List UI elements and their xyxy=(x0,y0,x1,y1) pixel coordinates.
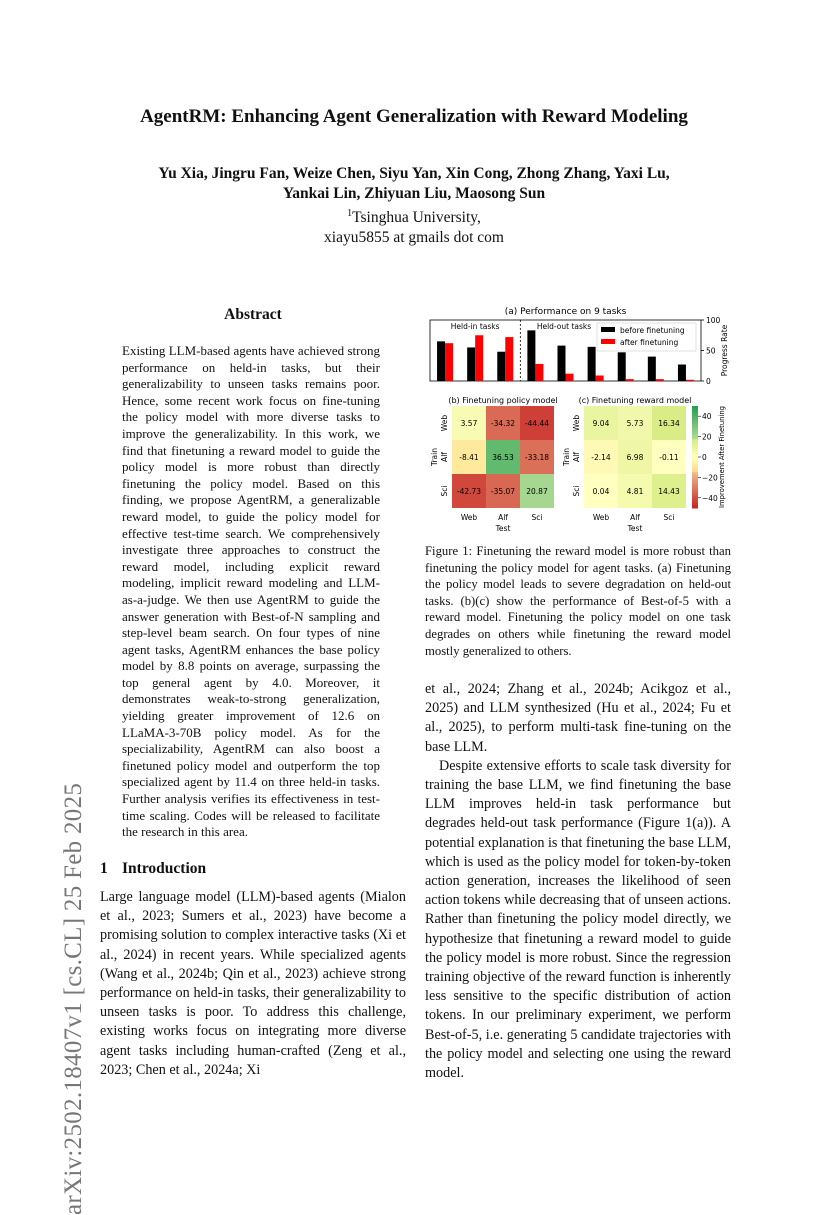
bar-before-task-4 xyxy=(527,330,535,381)
author-list xyxy=(100,164,728,204)
bar-before-task-5 xyxy=(558,346,566,381)
intro-paragraph-1: Large language model (LLM)-based agents (Mialon et al., 2023; Sumers et al., 2023) have become a promising solution to complex interactive tasks (Xi et al., 2024) in recent years. While specialized agents (Wang et al., 2024b; Qin et al., 2023) achieve strong performance on held-in tasks, their generalizability to unseen tasks is poor. To address this challenge, existing works focus on integrating more diverse agent tasks including human-crafted (Zeng et al., 2023; Chen et al., 2024a; Xi xyxy=(100,889,406,1078)
heatmap-c-xtick-label: Web xyxy=(592,513,610,522)
heatmap-b-cell-value: -42.73 xyxy=(456,487,482,496)
heatmap-b-cell-value: -44.44 xyxy=(524,419,550,428)
chart-a-title: (a) Performance on 9 tasks xyxy=(504,307,627,317)
figure-1-chart xyxy=(418,300,738,535)
heatmap-c-ytick-label: Sci xyxy=(572,485,581,497)
group-label-held-in: Held-in tasks xyxy=(450,322,500,331)
bar-before-task-6 xyxy=(588,347,596,381)
heatmap-c-title: (c) Finetuning reward model xyxy=(578,396,692,405)
heatmap-b-xtick-label: Web xyxy=(460,513,478,522)
heatmap-b-title: (b) Finetuning policy model xyxy=(448,396,558,405)
intro-paragraph-2: Despite extensive efforts to scale task diversity for training the base LLM, we find finetuning the base LLM improves held-in task performance but degrades held-out task performance (Figure 1(a)). A potential explanation is that finetuning the base LLM, which is used as the policy model for token-by-token action generation, increases the likelihood of seen action tokens while decreasing that of unseen actions. Rather than finetuning the policy model directly, we hypothesize that finetuning a reward model to guide the policy model is more robust. Since the regression training objective of the reward function is inherently less sensitive to the specific distribution of action tokens. In our preliminary experiment, we perform Best-of-5, i.e. generating 5 candidate trajectories with the policy model and selecting one using the reward model. xyxy=(425,757,731,1082)
bar-before-task-2 xyxy=(467,347,475,381)
colorbar-segment xyxy=(692,505,698,508)
heatmap-c-cell-value: 4.81 xyxy=(626,487,644,496)
bar-before-task-8 xyxy=(648,357,656,381)
authors-line-2: Yankai Lin, Zhiyuan Liu, Maosong Sun xyxy=(282,185,546,202)
bar-before-task-3 xyxy=(497,352,505,381)
bar-before-task-1 xyxy=(437,341,445,381)
group-label-held-out: Held-out tasks xyxy=(536,322,592,331)
colorbar-tick-label: 40 xyxy=(702,412,712,422)
colorbar-tick-label: 20 xyxy=(702,432,712,442)
bar-after-task-9 xyxy=(686,380,694,381)
bar-after-task-4 xyxy=(535,364,543,381)
heatmap-c-xtick-label: Sci xyxy=(663,513,675,522)
legend-label-before: before finetuning xyxy=(620,326,685,335)
heatmap-b-xlabel: Test xyxy=(495,524,511,533)
heatmap-b-ytick-label: Alf xyxy=(440,452,449,462)
arxiv-identifier: arXiv:2502.18407v1 [cs.CL] 25 Feb 2025 xyxy=(60,782,87,1215)
heatmap-c-cell-value: -2.14 xyxy=(591,453,611,462)
bar-after-task-2 xyxy=(475,335,483,381)
heatmap-c-ylabel: Train xyxy=(562,448,571,466)
heatmap-c-cell-value: 6.98 xyxy=(626,453,644,462)
heatmap-b-cell-value: -34.32 xyxy=(490,419,516,428)
figure-1 xyxy=(418,300,738,535)
heatmap-c-ytick-label: Web xyxy=(572,414,581,432)
bar-after-task-7 xyxy=(626,379,634,381)
heatmap-c-cell-value: 0.04 xyxy=(592,487,610,496)
arxiv-sidebar xyxy=(20,360,87,1215)
heatmap-b-ytick-label: Sci xyxy=(440,485,449,497)
heatmap-b-cell-value: -33.18 xyxy=(524,453,550,462)
heatmap-b-cell-value: 36.53 xyxy=(492,453,514,462)
legend-swatch-after xyxy=(601,339,615,344)
affiliation-block xyxy=(0,204,828,248)
heatmap-b-cell-value: -8.41 xyxy=(459,453,479,462)
heatmap-c-xlabel: Test xyxy=(627,524,643,533)
bar-after-task-5 xyxy=(566,374,574,381)
legend-label-after: after finetuning xyxy=(620,338,679,347)
section-heading-introduction xyxy=(100,860,206,878)
colorbar-tick-label: 0 xyxy=(702,453,707,462)
heatmap-c-cell-value: 9.04 xyxy=(592,419,610,428)
heatmap-b-xtick-label: Sci xyxy=(531,513,543,522)
intro-right-column xyxy=(425,680,731,1083)
section-title: Introduction xyxy=(122,860,207,877)
heatmap-c-ytick-label: Alf xyxy=(572,452,581,462)
legend-swatch-before xyxy=(601,327,615,332)
bar-after-task-8 xyxy=(656,379,664,381)
heatmap-c-cell-value: 16.34 xyxy=(658,419,680,428)
abstract-text: Existing LLM-based agents have achieved strong performance on held-in tasks, but their generalizability to unseen tasks remains poor. Hence, some recent work focus on fine-tuning the policy model with more diverse tasks to improve the generalizability. In this work, we find that finetuning a reward model to guide the policy model is more robust than directly finetuning the policy model. Based on this finding, we propose AgentRM, a generalizable reward model, to guide the policy model for effective test-time search. We comprehensively investigate three approaches to construct the reward model, including explicit reward modeling, implicit reward modeling and LLM-as-a-judge. We then use AgentRM to guide the answer generation with Best-of-N sampling and step-level beam search. On four types of nine agent tasks, AgentRM enhances the base policy model by 8.8 points on average, surpassing the top general agent by 4.0. Moreover, it demonstrates weak-to-strong generalization, yielding greater improvement of 12.6 on LLaMA-3-70B policy model. As for the specializability, AgentRM can also boost a finetuned policy model and outperform the top specialized agent by 11.4 on three held-in tasks. Further analysis verifies its effectiveness in test-time scaling. Codes will be released to facilitate the research in this area. xyxy=(122,343,380,840)
heatmap-c-cell-value: 5.73 xyxy=(626,419,644,428)
abstract-body xyxy=(122,343,380,841)
abstract-heading: Abstract xyxy=(224,306,282,323)
bar-before-task-9 xyxy=(678,365,686,381)
heatmap-c-cell-value: -0.11 xyxy=(659,453,679,462)
heatmap-c-xtick-label: Alf xyxy=(630,513,640,522)
chart-a-ytick-label: 0 xyxy=(706,377,711,386)
chart-a-ytick-label: 100 xyxy=(706,316,721,325)
bar-before-task-7 xyxy=(618,352,626,381)
heatmap-b-ylabel: Train xyxy=(430,448,439,466)
authors-line-1: Yu Xia, Jingru Fan, Weize Chen, Siyu Yan, Xin Cong, Zhong Zhang, Yaxi Lu, xyxy=(158,165,670,182)
heatmap-c-cell-value: 14.43 xyxy=(658,487,680,496)
affiliation: Tsinghua University, xyxy=(352,209,481,227)
colorbar-tick-label: −20 xyxy=(702,473,718,483)
bar-after-task-6 xyxy=(596,376,604,381)
author-email: xiayu5855 at gmails dot com xyxy=(324,229,504,247)
chart-a-ytick-label: 50 xyxy=(706,346,716,356)
heatmap-b-cell-value: 3.57 xyxy=(460,419,478,428)
colorbar-label: Improvement After Finetuning xyxy=(718,406,726,508)
paper-title: AgentRM: Enhancing Agent Generalization with Reward Modeling xyxy=(140,106,688,127)
figure-1-caption: Figure 1: Finetuning the reward model is more robust than finetuning the policy model for agent tasks. (a) Finetuning the policy model leads to severe degradation on held-out tasks. (b)(c) show the performance of Best-of-5 with a reward model. Finetuning the policy model on one task degrades on others while finetuning the reward model mostly generalized to others. xyxy=(425,544,731,658)
bar-after-task-3 xyxy=(505,337,513,381)
affiliation-mark: 1 xyxy=(347,208,353,219)
heatmap-b-ytick-label: Web xyxy=(440,414,449,432)
bar-after-task-1 xyxy=(445,343,453,381)
intro-left-column xyxy=(100,888,406,1080)
colorbar-tick-label: −40 xyxy=(702,493,718,503)
heatmap-b-cell-value: 20.87 xyxy=(526,487,548,496)
heatmap-b-xtick-label: Alf xyxy=(498,513,508,522)
section-number: 1 xyxy=(100,860,108,877)
heatmap-b-cell-value: -35.07 xyxy=(490,487,516,496)
intro-paragraph-1-continued: et al., 2024; Zhang et al., 2024b; Acikgoz et al., 2025) and LLM synthesized (Hu et al., 2024; Fu et al., 2025), to perform multi-task fine-tuning on the base LLM. xyxy=(425,681,731,755)
chart-a-ylabel: Progress Rate xyxy=(720,324,729,377)
